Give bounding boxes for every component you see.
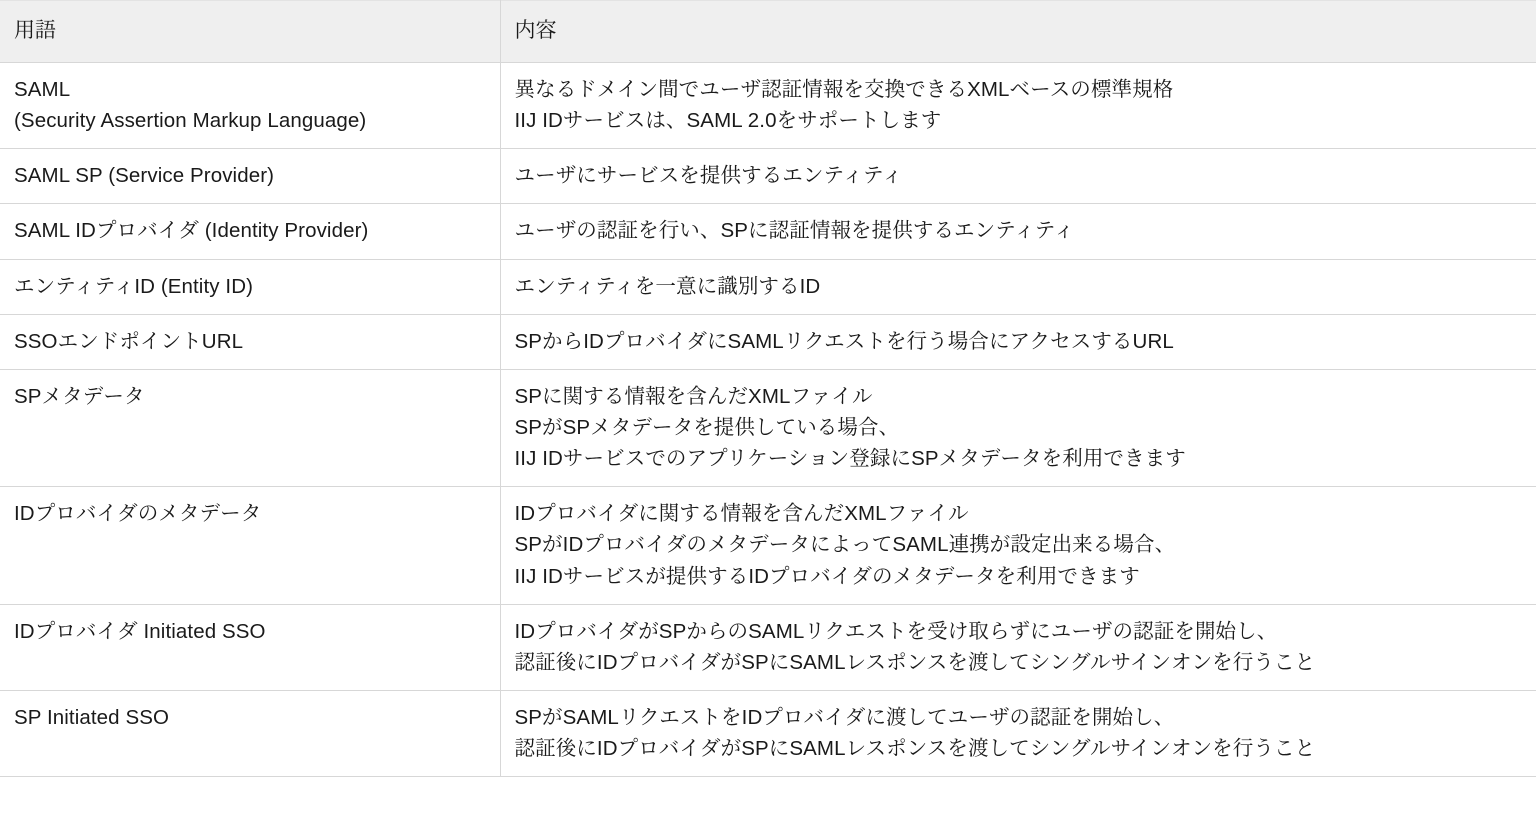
term-line: SP Initiated SSO: [14, 706, 170, 730]
description-line: ユーザの認証を行い、SPに認証情報を提供するエンティティ: [514, 219, 1075, 243]
table-row: [0, 149, 1536, 204]
description-cell: [500, 691, 1536, 777]
description-cell: [500, 259, 1536, 314]
description-cell: [500, 369, 1536, 486]
description-line: エンティティを一意に識別するID: [514, 274, 821, 298]
term-cell: [0, 604, 500, 690]
description-line: SPに関する情報を含んだXMLファイル: [514, 384, 873, 408]
table-row: [0, 369, 1536, 486]
description-line: SPがSPメタデータを提供している場合、: [514, 416, 900, 439]
description-line: SPがIDプロバイダのメタデータによってSAML連携が設定出来る場合、: [514, 533, 1176, 557]
description-cell: [500, 149, 1536, 204]
term-line: SAML IDプロバイダ (Identity Provider): [14, 219, 369, 243]
description-line: IIJ IDサービスは、SAML 2.0をサポートします: [514, 109, 942, 133]
table-header: [0, 1, 1536, 63]
table-row: [0, 259, 1536, 314]
description-line: ユーザにサービスを提供するエンティティ: [514, 164, 903, 188]
term-cell: [0, 691, 500, 777]
term-line: IDプロバイダのメタデータ: [14, 502, 262, 526]
term-line: エンティティID (Entity ID): [14, 274, 254, 298]
description-cell: [500, 314, 1536, 369]
term-cell: [0, 204, 500, 259]
term-line: SAML SP (Service Provider): [14, 164, 275, 188]
term-line: (Security Assertion Markup Language): [14, 109, 367, 133]
table-row: [0, 487, 1536, 604]
description-line: IDプロバイダに関する情報を含んだXMLファイル: [514, 502, 969, 526]
description-line: 認証後にIDプロバイダがSPにSAMLレスポンスを渡してシングルサインオンを行うこと: [514, 737, 1316, 761]
table-body: [0, 62, 1536, 777]
description-line: 異なるドメイン間でユーザ認証情報を交換できるXMLベースの標準規格: [514, 77, 1174, 101]
term-cell: [0, 62, 500, 148]
column-header-term: 用語: [0, 1, 500, 63]
description-line: SPがSAMLリクエストをIDプロバイダに渡してユーザの認証を開始し、: [514, 706, 1175, 730]
description-cell: [500, 204, 1536, 259]
term-cell: [0, 259, 500, 314]
term-cell: [0, 314, 500, 369]
description-line: IDプロバイダがSPからのSAMLリクエストを受け取らずにユーザの認証を開始し、: [514, 619, 1278, 643]
term-line: IDプロバイダ Initiated SSO: [14, 619, 266, 643]
table-header-row: [0, 1, 1536, 63]
term-cell: [0, 149, 500, 204]
table-row: [0, 604, 1536, 690]
column-header-description: 内容: [500, 1, 1536, 63]
term-line: SPメタデータ: [14, 384, 145, 408]
term-cell: [0, 487, 500, 604]
term-line: SAML: [14, 77, 71, 101]
description-line: IIJ IDサービスでのアプリケーション登録にSPメタデータを利用できます: [514, 447, 1186, 471]
description-line: 認証後にIDプロバイダがSPにSAMLレスポンスを渡してシングルサインオンを行うこと: [514, 650, 1316, 674]
description-cell: [500, 604, 1536, 690]
table-row: [0, 62, 1536, 148]
description-line: SPからIDプロバイダにSAMLリクエストを行う場合にアクセスするURL: [514, 329, 1174, 353]
term-line: SSOエンドポイントURL: [14, 329, 244, 353]
table-row: [0, 314, 1536, 369]
term-cell: [0, 369, 500, 486]
table-row: [0, 204, 1536, 259]
description-line: IIJ IDサービスが提供するIDプロバイダのメタデータを利用できます: [514, 564, 1140, 588]
description-cell: [500, 62, 1536, 148]
description-cell: [500, 487, 1536, 604]
table-row: [0, 691, 1536, 777]
